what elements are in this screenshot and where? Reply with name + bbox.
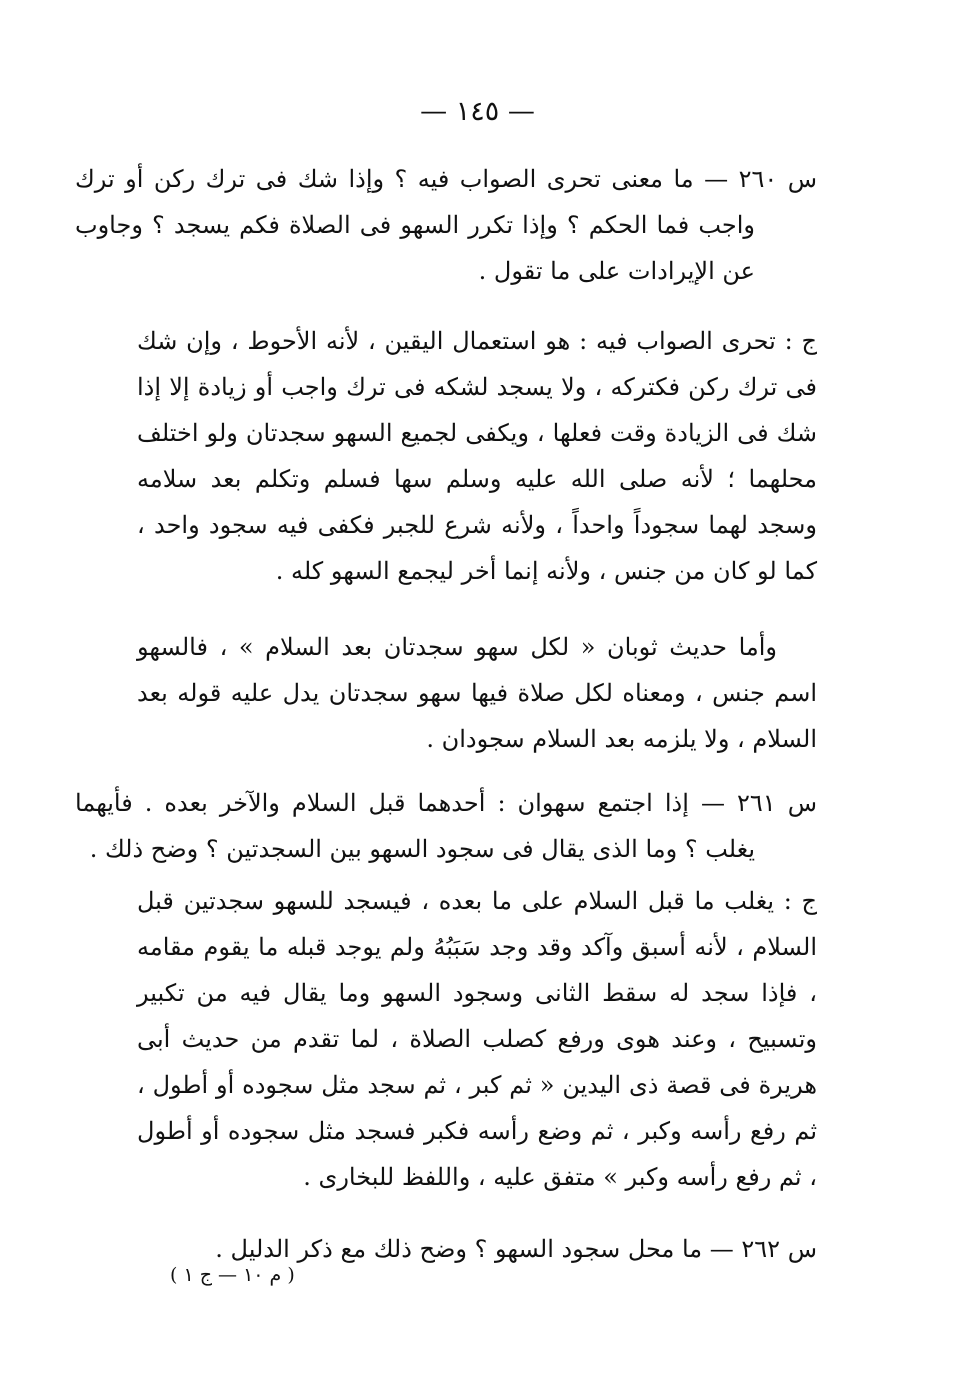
question-260: س ٢٦٠ — ما معنى تحرى الصواب فيه ؟ وإذا شك فى ترك ركن أو ترك واجب فما الحكم ؟ وإذا تكرر السهو فى الصلاة فكم يسجد ؟ وجاوب عن الإيرادات على ما تقول . — [75, 165, 818, 285]
answer-260: ج : تحرى الصواب فيه : هو استعمال اليقين ، لأنه الأحوط ، وإن شك فى ترك ركن فكتركه ، ولا يسجد لشكه فى ترك واجب أو زيادة إلا إذا شك فى الزيادة وقت فعلها ، ويكفى لجميع السهو سجدتان ولو اختلف محلهما ؛ لأنه صلى الله عليه وسلم سها فسلم وتكلم بعد سلامه وسجد لهما سجوداً واحداً ، ولأنه شرع للجبر فكفى فيه سجود واحد ، كما لو كان من جنس ، ولأنه إنما أخر ليجمع السهو كله . — [137, 327, 817, 585]
answer-261: ج : يغلب ما قبل السلام على ما بعده ، فيسجد للسهو سجدتين قبل السلام ، لأنه أسبق وآكد وقد وجد سَبَبُهُ ولم يوجد قبله ما يقوم مقامه ، فإذا سجد له سقط الثانى وسجود السهو وما يقال فيه من تكبير وتسبيح ، وعند هوى ورفع كصلب الصلاة ، لما تقدم من حديث أبى هريرة فى قصة ذى اليدين « ثم كبر ، ثم سجد مثل سجوده أو أطول ، ثم رفع رأسه وكبر ، ثم وضع رأسه فكبر فسجد مثل سجوده أو أطول ، ثم رفع رأسه وكبر » متفق عليه ، واللفظ للبخارى . — [137, 887, 817, 1191]
question-261: س ٢٦١ — إذا اجتمع سهوان : أحدهما قبل السلام والآخر بعده . فأيهما يغلب ؟ وما الذى يقال فى سجود السهو بين السجدتين ؟ وضح ذلك . — [75, 789, 817, 863]
signature-mark: ( م ١٠ — ج ١ ) — [170, 1264, 295, 1286]
answer-260-continuation: وأما حديث ثوبان « لكل سهو سجدتان بعد السلام » ، فالسهو اسم جنس ، ومعناه لكل صلاة فيها سهو سجدتان يدل عليه قوله بعد السلام ، ولا يلزمه بعد السلام سجودان . — [137, 633, 817, 753]
page-number: — ١٤٥ — — [420, 96, 535, 127]
question-262: س ٢٦٢ — ما محل سجود السهو ؟ وضح ذلك مع ذكر الدليل . — [215, 1235, 817, 1263]
